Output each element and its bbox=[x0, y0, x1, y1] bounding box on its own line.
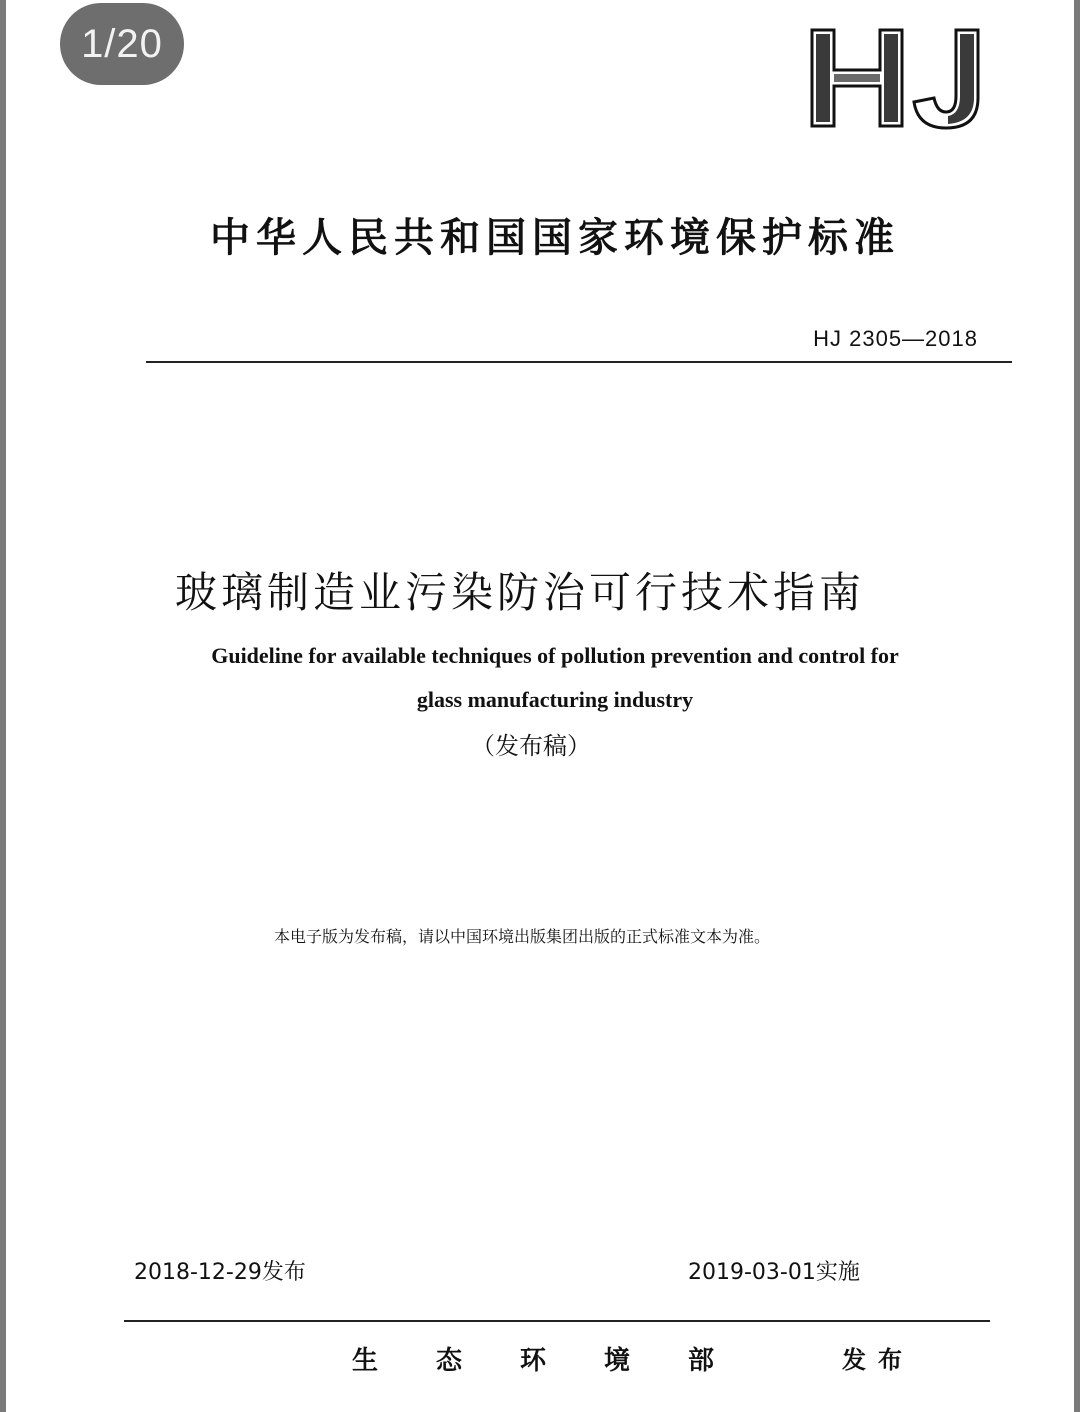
draft-label: （发布稿） bbox=[471, 732, 591, 760]
top-divider bbox=[146, 361, 1012, 363]
effective-date: 2019-03-01实施 bbox=[688, 1260, 860, 1285]
page-indicator: 1/20 bbox=[60, 3, 184, 85]
document-title-cn: 玻璃制造业污染防治可行技术指南 bbox=[174, 568, 865, 617]
title-en-line2: glass manufacturing industry bbox=[416, 687, 694, 712]
title-en-line1: Guideline for available techniques of pollution prevention and control for bbox=[211, 643, 899, 668]
issued-by-label: 发布 bbox=[842, 1346, 914, 1374]
standard-category-heading: 中华人民共和国国家环境保护标准 bbox=[210, 215, 900, 261]
issuing-authority: 生态环境部 bbox=[352, 1346, 773, 1376]
document-page bbox=[6, 0, 1074, 1412]
standard-code: HJ 2305—2018 bbox=[813, 326, 978, 351]
document-title-en bbox=[126, 634, 984, 722]
edition-notice: 本电子版为发布稿，请以中国环境出版集团出版的正式标准文本为准。 bbox=[273, 927, 770, 946]
issue-date: 2018-12-29发布 bbox=[134, 1260, 306, 1285]
hj-logo bbox=[806, 22, 996, 134]
bottom-divider bbox=[124, 1320, 990, 1322]
